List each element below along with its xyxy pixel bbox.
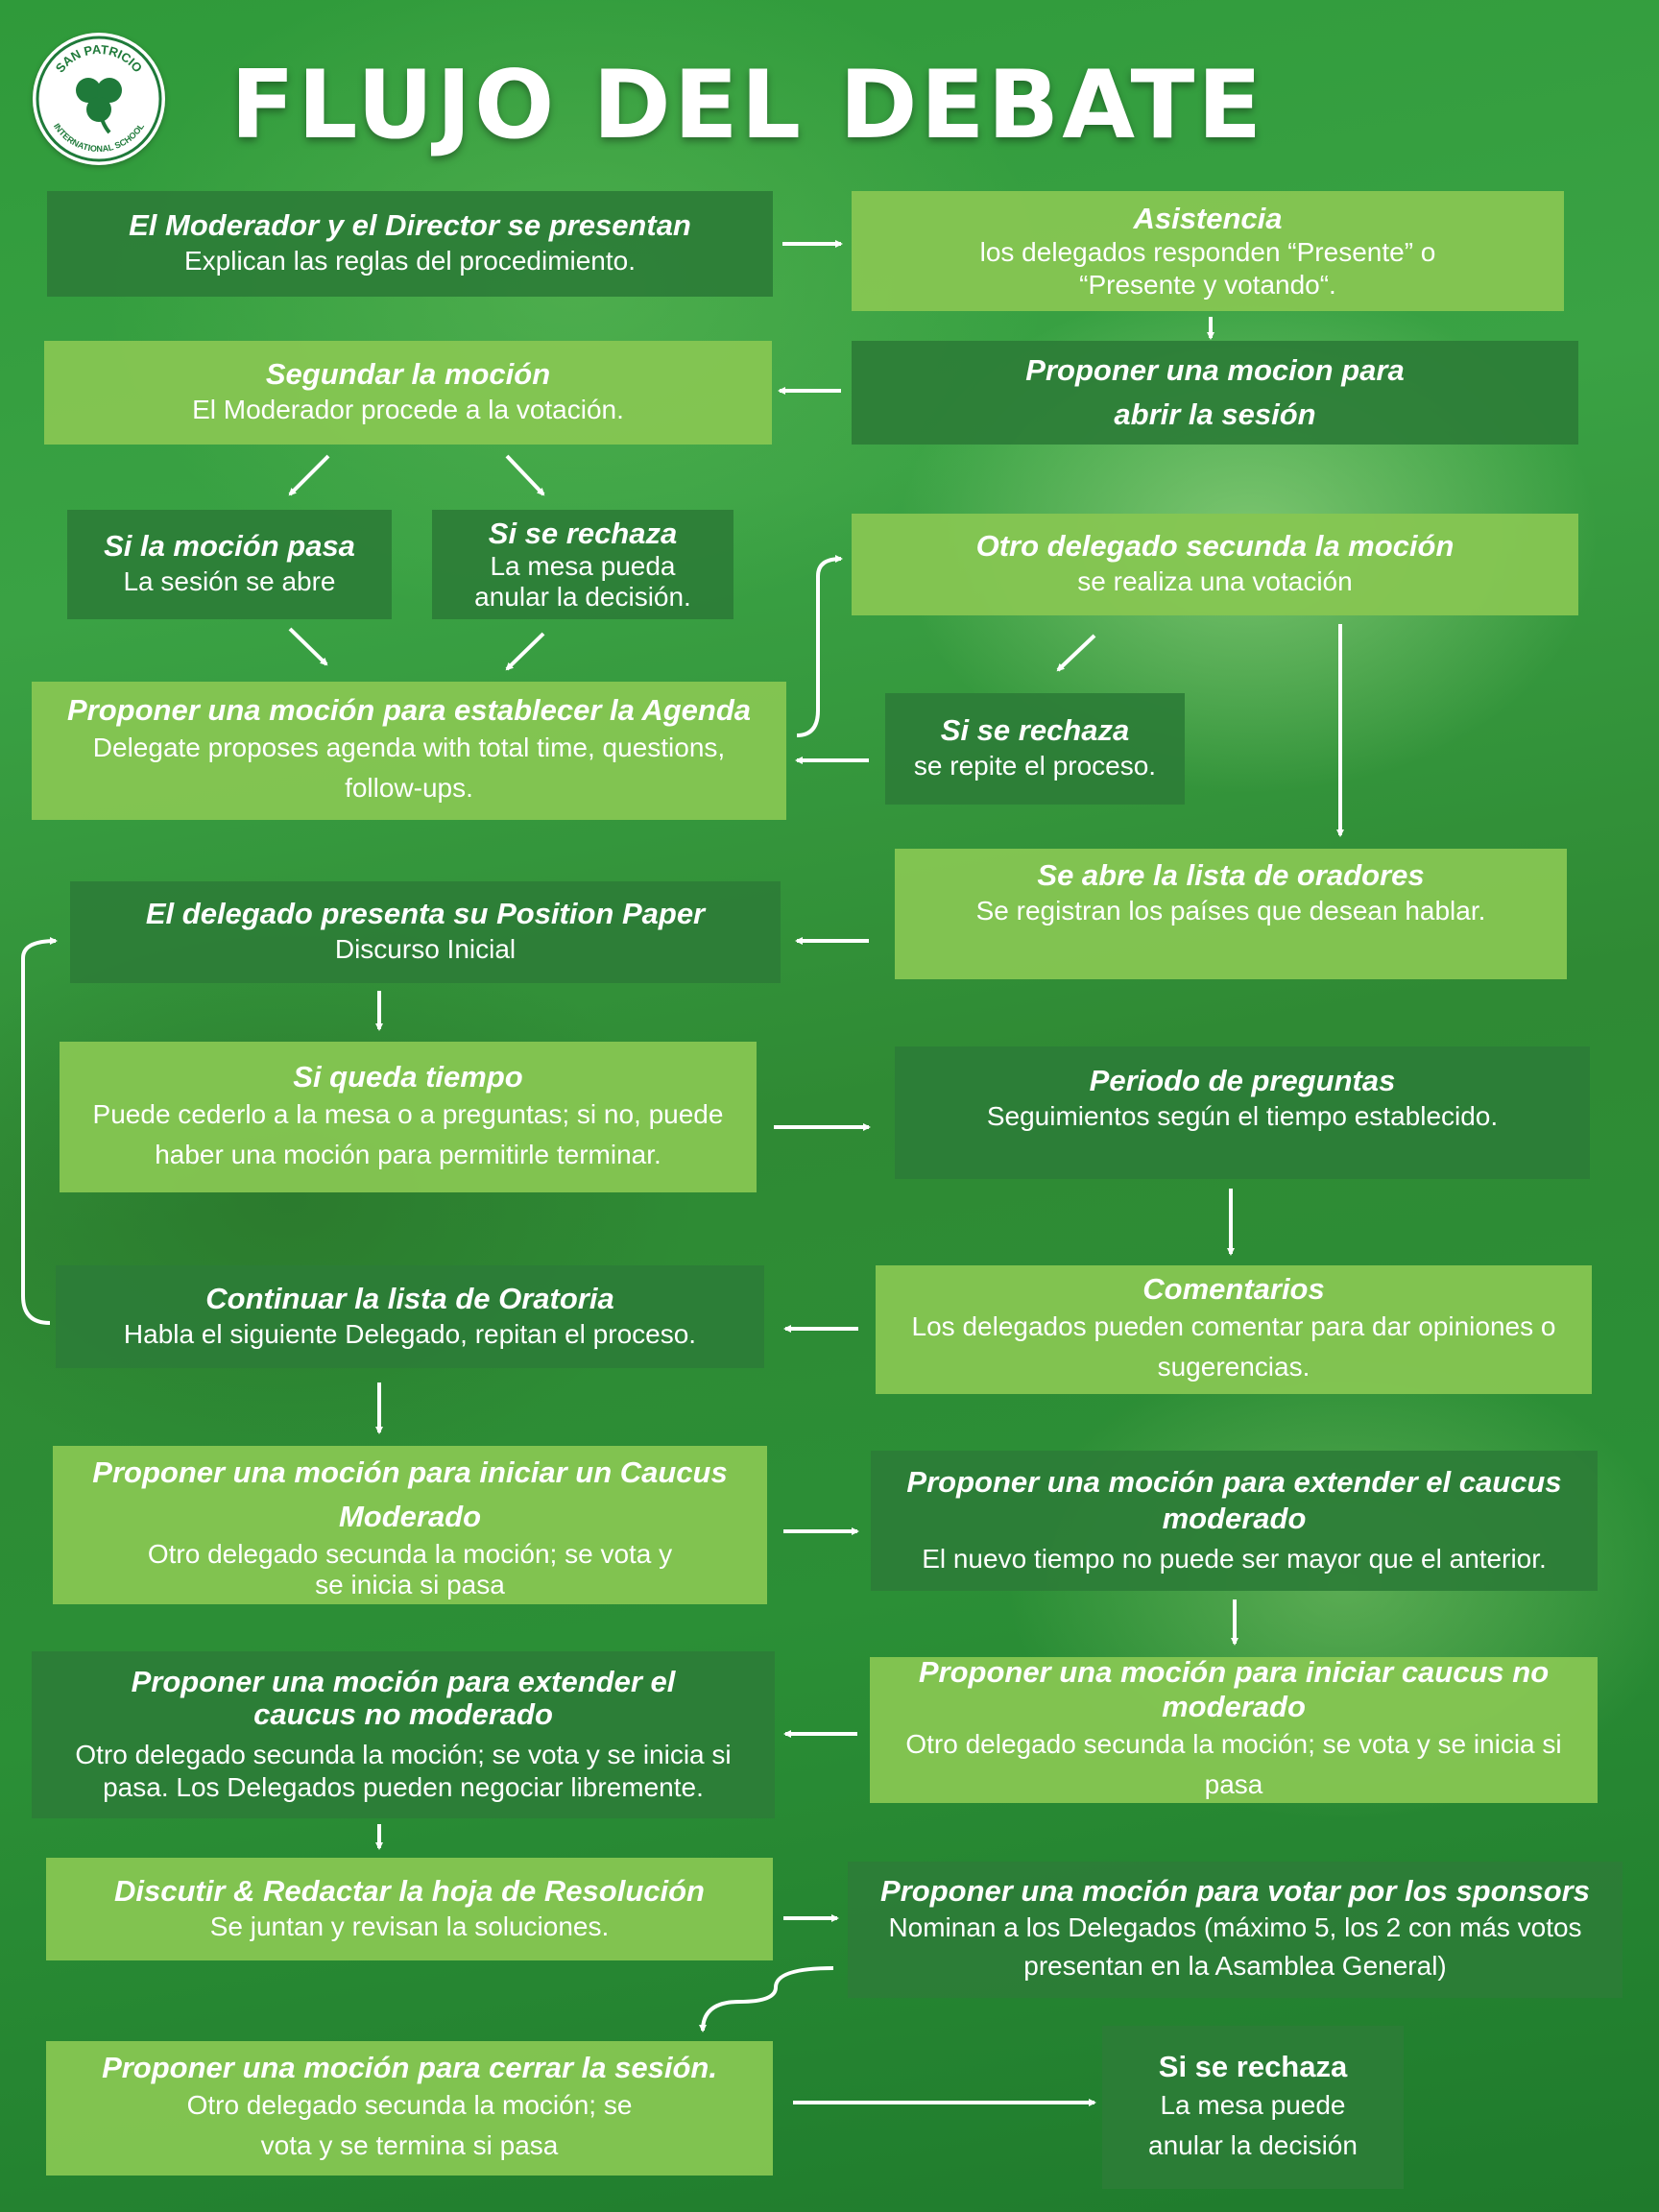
arrow	[23, 941, 56, 1323]
step-title: Otro delegado secunda la moción	[975, 529, 1455, 563]
step-body: Explican las reglas del procedimiento.	[183, 246, 637, 276]
arrow	[507, 456, 543, 494]
logo-bottom-text: INTERNATIONAL SCHOOL	[51, 121, 147, 155]
arrow	[797, 559, 841, 735]
step-title: Si queda tiempo	[293, 1059, 523, 1094]
step-title: Si se rechaza	[488, 517, 678, 550]
step-body: Otro delegado secunda la moción; se vota y se inicia si pasa	[905, 1729, 1562, 1799]
step-body: Otro delegado secunda la moción; se vota y se termina si pasa	[186, 2090, 633, 2160]
step-body: La mesa pueda anular la decisión.	[474, 551, 691, 612]
step-body: La sesión se abre	[123, 566, 336, 596]
step-body: Se juntan y revisan la soluciones.	[209, 1911, 610, 1941]
step-position-paper	[70, 881, 781, 983]
school-logo	[33, 33, 165, 165]
step-body: Habla el siguiente Delegado, repitan el proceso.	[123, 1318, 697, 1349]
step-rechaza-1	[432, 510, 733, 619]
step-title: Asistencia	[1133, 201, 1283, 235]
step-comentarios	[876, 1265, 1592, 1394]
step-title: Segundar la moción	[265, 357, 551, 391]
logo-top-text: SAN PATRICIO	[52, 41, 146, 76]
step-mocion-pasa	[67, 510, 392, 619]
step-caucus-moderado	[53, 1446, 767, 1604]
step-title: Comentarios	[1142, 1272, 1325, 1306]
step-body: Otro delegado secunda la moción; se vota y se inicia si pasa	[147, 1538, 673, 1599]
step-title: Proponer una moción para extender el caucus no moderado	[131, 1665, 676, 1731]
step-title: Discutir & Redactar la hoja de Resolución	[114, 1873, 705, 1908]
step-iniciar-no-moderado	[870, 1657, 1598, 1803]
step-body: Puede cederlo a la mesa o a preguntas; si no, puede haber una moción para permitirle terminar.	[92, 1098, 724, 1169]
step-body: Los delegados pueden comentar para dar opiniones o sugerencias.	[911, 1311, 1556, 1382]
step-body: Seguimientos según el tiempo establecido.	[986, 1101, 1499, 1131]
step-title: Proponer una moción para extender el caucus moderado	[906, 1465, 1562, 1535]
step-title: Si se rechaza	[1158, 2050, 1348, 2083]
step-sponsors	[848, 1862, 1623, 1998]
step-body: Se registran los países que desean hablar.	[975, 896, 1486, 926]
step-continuar	[56, 1265, 764, 1368]
step-title: Proponer una moción para votar por los sponsors	[880, 1874, 1590, 1908]
arrow	[1058, 636, 1094, 670]
step-body: El nuevo tiempo no puede ser mayor que el anterior.	[922, 1544, 1547, 1574]
step-rechaza-2	[885, 693, 1185, 805]
step-title: Si se rechaza	[940, 713, 1130, 747]
page-title: FLUJO DEL DEBATE	[230, 51, 1265, 160]
step-lista-oradores	[895, 849, 1567, 979]
step-preguntas	[895, 1046, 1590, 1179]
step-presentan	[47, 191, 773, 297]
step-body: se realiza una votación	[1077, 566, 1353, 596]
step-title: Se abre la lista de oradores	[1037, 858, 1425, 892]
step-agenda	[32, 682, 786, 820]
step-rechaza-3	[1102, 2026, 1404, 2189]
step-body: se repite el proceso.	[913, 751, 1157, 781]
step-resolucion	[46, 1858, 773, 1960]
step-proponer-abrir	[852, 341, 1578, 445]
step-otro-secunda	[852, 514, 1578, 615]
step-title: Proponer una moción para iniciar caucus no moderado	[918, 1655, 1550, 1723]
step-body: Nominan a los Delegados (máximo 5, los 2 con más votos presentan en la Asamblea General)	[888, 1912, 1582, 1981]
step-asistencia	[852, 191, 1564, 311]
step-title: Proponer una moción para iniciar un Caucus Moderado	[92, 1455, 728, 1533]
step-title: Periodo de preguntas	[1089, 1064, 1396, 1097]
arrow	[290, 456, 328, 494]
shamrock-icon	[76, 78, 122, 132]
step-body: los delegados responden “Presente” o “Presente y votando“.	[979, 236, 1436, 300]
arrow	[507, 634, 543, 669]
step-title: El delegado presenta su Position Paper	[145, 897, 706, 930]
step-body: Discurso Inicial	[334, 934, 517, 964]
step-extender-moderado	[871, 1451, 1598, 1591]
step-title: Proponer una mocion para abrir la sesión	[1025, 353, 1405, 431]
step-segundar	[44, 341, 772, 445]
step-body: Delegate proposes agenda with total time, questions, follow-ups.	[92, 733, 726, 803]
arrow	[703, 1968, 833, 2031]
step-extender-no-moderado	[32, 1651, 775, 1818]
svg-text:INTERNATIONAL SCHOOL	[52, 121, 146, 154]
step-body: El Moderador procede a la votación.	[192, 395, 624, 424]
step-title: Proponer una moción para cerrar la sesión.	[102, 2051, 717, 2084]
step-body: Otro delegado secunda la moción; se vota y se inicia si pasa. Los Delegados pueden negociar libremente.	[75, 1740, 732, 1802]
step-title: Proponer una moción para establecer la Agenda	[66, 693, 752, 727]
step-queda-tiempo	[60, 1042, 757, 1192]
step-cerrar	[46, 2041, 773, 2176]
step-body: La mesa puede anular la decisión	[1148, 2090, 1358, 2160]
step-title: El Moderador y el Director se presentan	[129, 208, 691, 242]
step-title: Si la moción pasa	[104, 529, 355, 563]
arrow	[290, 629, 326, 664]
step-title: Continuar la lista de Oratoria	[205, 1281, 614, 1315]
